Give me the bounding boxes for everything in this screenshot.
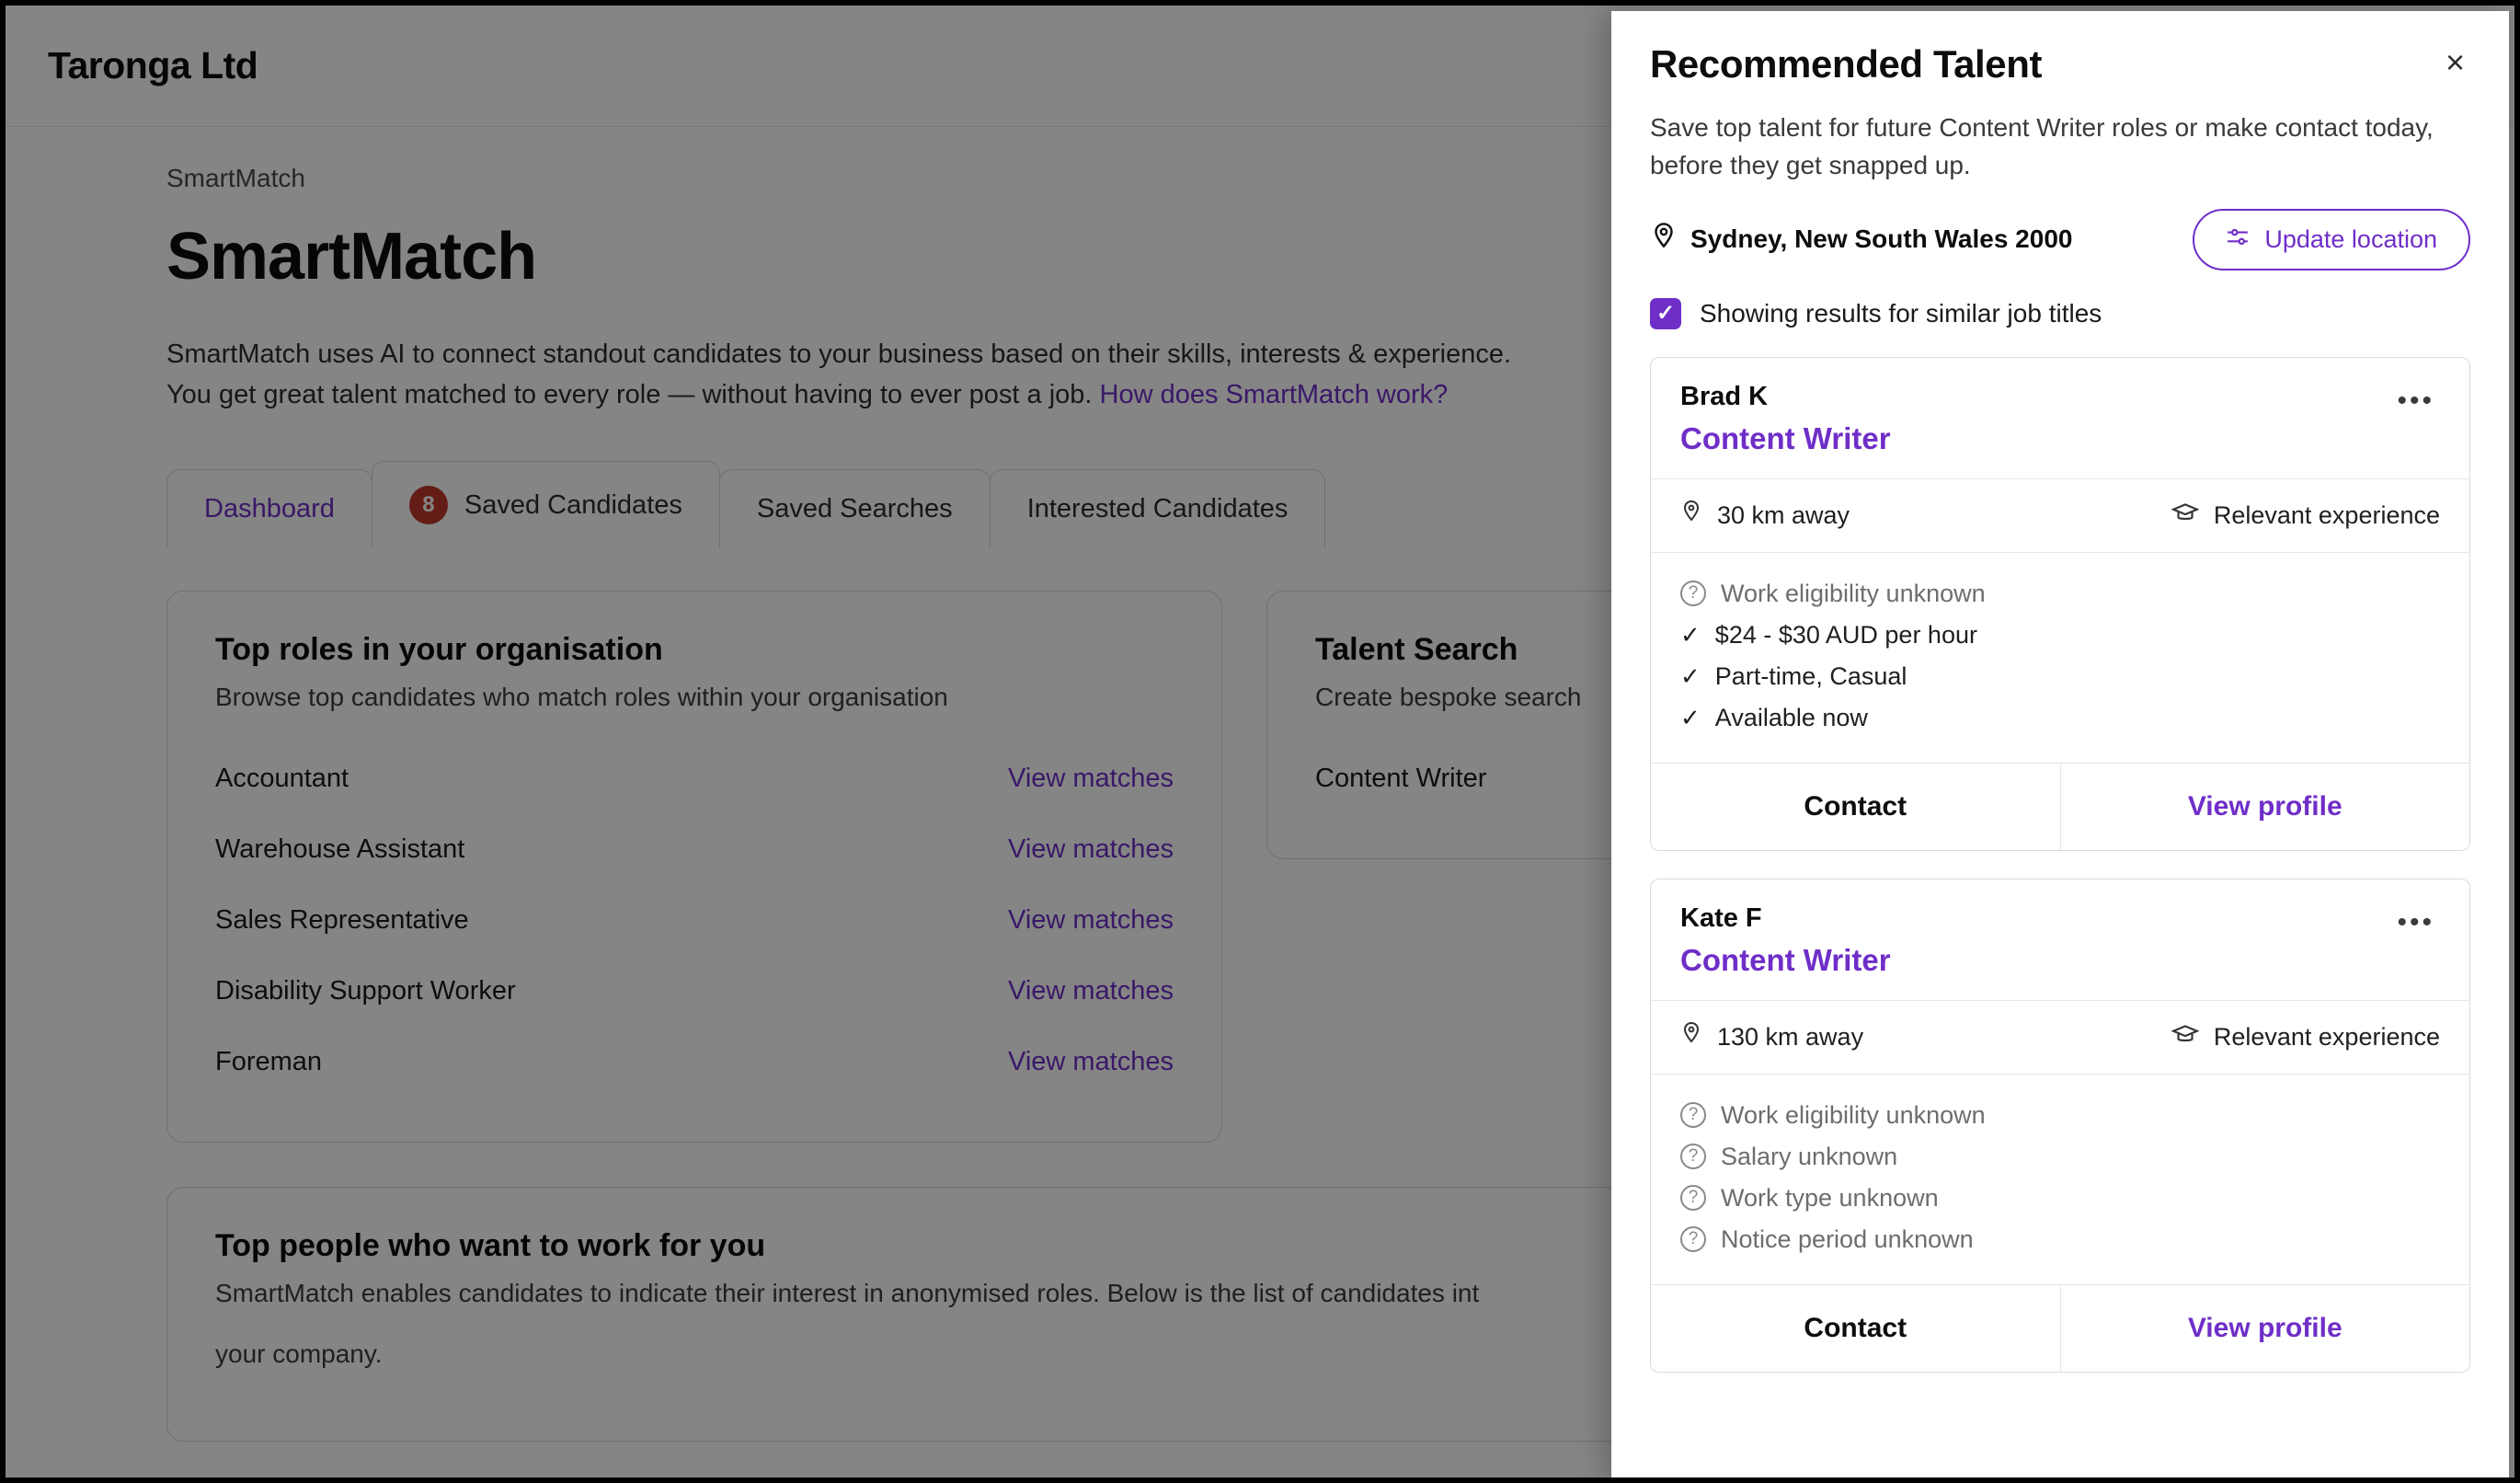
check-icon: ✓ xyxy=(1680,661,1701,690)
talent-search-title: Talent Search xyxy=(1315,632,1518,667)
intro-line-2: You get great talent matched to every role — without having to ever post a job. xyxy=(166,379,1093,409)
candidate-fact-label: Work eligibility unknown xyxy=(1721,579,1986,607)
candidate-fact-label: $24 - $30 AUD per hour xyxy=(1714,620,1977,649)
question-icon: ? xyxy=(1680,1185,1706,1211)
candidate-fact-label: Salary unknown xyxy=(1721,1142,1898,1170)
candidate-experience-label: Relevant experience xyxy=(2213,500,2440,529)
close-icon[interactable]: × xyxy=(2440,42,2470,83)
drawer-header xyxy=(1650,42,2470,86)
question-icon: ? xyxy=(1680,1102,1706,1128)
top-roles-title: Top roles in your organisation xyxy=(215,632,663,667)
candidate-fact xyxy=(1680,1136,2440,1178)
drawer-title: Recommended Talent xyxy=(1650,42,2043,86)
more-options-icon[interactable]: ••• xyxy=(2391,382,2440,416)
candidate-fact-label: Notice period unknown xyxy=(1721,1224,1974,1253)
candidate-facts xyxy=(1651,552,2469,763)
drawer-description: Save top talent for future Content Writer roles or make contact today, before they get snapped up. xyxy=(1650,113,2434,180)
brand-title: Taronga Ltd xyxy=(48,44,258,86)
check-icon: ✓ xyxy=(1680,703,1701,731)
role-name: Sales Representative xyxy=(215,905,469,935)
role-name: Warehouse Assistant xyxy=(215,834,465,864)
role-name: Disability Support Worker xyxy=(215,976,516,1006)
contact-button[interactable]: Contact xyxy=(1651,764,2061,850)
candidate-experience xyxy=(2171,501,2440,530)
location-pin-icon xyxy=(1680,500,1702,532)
candidate-experience-label: Relevant experience xyxy=(2213,1022,2440,1051)
update-location-button[interactable] xyxy=(2193,209,2470,270)
candidate-distance xyxy=(1680,500,1850,532)
top-people-subtitle-2: your company. xyxy=(215,1339,383,1368)
candidate-fact-label: Available now xyxy=(1714,703,1868,731)
how-smartmatch-works-link[interactable]: How does SmartMatch work? xyxy=(1099,379,1449,409)
check-icon: ✓ xyxy=(1680,620,1701,649)
candidate-actions xyxy=(1651,1284,2469,1372)
candidate-fact xyxy=(1680,1219,2440,1260)
tab-saved-searches-label: Saved Searches xyxy=(756,494,953,523)
candidate-distance-label: 130 km away xyxy=(1717,1022,1864,1051)
similar-titles-label: Showing results for similar job titles xyxy=(1700,298,2102,328)
question-icon: ? xyxy=(1680,581,1706,606)
recommended-talent-drawer xyxy=(1611,11,2509,1483)
saved-search-name: Content Writer xyxy=(1315,764,1487,793)
candidate-header xyxy=(1651,879,2469,1000)
candidate-facts xyxy=(1651,1074,2469,1284)
question-icon: ? xyxy=(1680,1144,1706,1169)
view-matches-link[interactable]: View matches xyxy=(1008,1047,1174,1076)
update-location-label: Update location xyxy=(2264,224,2437,253)
candidate-fact xyxy=(1680,615,2440,656)
top-roles-subtitle: Browse top candidates who match roles within your organisation xyxy=(215,683,948,711)
filter-icon xyxy=(2226,225,2250,254)
intro-line-1: SmartMatch uses AI to connect standout candidates to your business based on their skills, interests & experience. xyxy=(166,339,1512,369)
candidate-fact xyxy=(1680,1095,2440,1136)
candidate-distance-label: 30 km away xyxy=(1717,500,1850,529)
checkbox-checked-icon[interactable]: ✓ xyxy=(1650,298,1681,329)
candidate-fact xyxy=(1680,656,2440,697)
candidate-fact-label: Work eligibility unknown xyxy=(1721,1100,1986,1129)
candidate-actions xyxy=(1651,763,2469,850)
top-people-title: Top people who want to work for you xyxy=(215,1228,766,1263)
location-pin-icon xyxy=(1680,1021,1702,1053)
view-profile-button[interactable]: View profile xyxy=(2061,764,2470,850)
candidate-meta xyxy=(1651,478,2469,552)
saved-candidates-badge: 8 xyxy=(409,486,448,524)
talent-search-subtitle: Create bespoke search xyxy=(1315,683,1582,711)
location-pin-icon xyxy=(1650,222,1678,258)
candidate-header xyxy=(1651,358,2469,478)
question-icon: ? xyxy=(1680,1226,1706,1252)
candidate-fact-label: Work type unknown xyxy=(1721,1183,1939,1212)
tab-interested-candidates-label: Interested Candidates xyxy=(1026,494,1289,523)
candidate-experience xyxy=(2171,1023,2440,1052)
top-people-subtitle-1: SmartMatch enables candidates to indicate their interest in anonymised roles. Below is the list of candidates int xyxy=(215,1279,1480,1307)
candidate-role: Content Writer xyxy=(1680,420,1891,455)
location-text: Sydney, New South Wales 2000 xyxy=(1690,224,2073,254)
more-options-icon[interactable]: ••• xyxy=(2391,903,2440,937)
contact-button[interactable]: Contact xyxy=(1651,1285,2061,1372)
role-name: Foreman xyxy=(215,1047,323,1076)
tab-saved-candidates-label: Saved Candidates xyxy=(464,489,682,520)
similar-titles-row[interactable] xyxy=(1650,298,2470,329)
role-name: Accountant xyxy=(215,764,349,793)
candidate-fact xyxy=(1680,697,2440,739)
tab-dashboard-label: Dashboard xyxy=(204,494,335,523)
view-matches-link[interactable]: View matches xyxy=(1008,764,1174,793)
view-profile-button[interactable]: View profile xyxy=(2061,1285,2470,1372)
graduation-cap-icon xyxy=(2171,501,2199,530)
candidate-meta xyxy=(1651,1000,2469,1074)
location-row xyxy=(1650,209,2470,270)
graduation-cap-icon xyxy=(2171,1023,2199,1052)
candidate-name: Brad K xyxy=(1680,381,1769,411)
candidate-card xyxy=(1650,879,2470,1373)
view-matches-link[interactable]: View matches xyxy=(1008,976,1174,1006)
candidate-role: Content Writer xyxy=(1680,942,1891,977)
candidate-name: Kate F xyxy=(1680,902,1762,933)
candidate-distance xyxy=(1680,1021,1863,1053)
breadcrumb[interactable]: SmartMatch xyxy=(166,164,305,192)
page-title: SmartMatch xyxy=(166,220,537,293)
view-matches-link[interactable]: View matches xyxy=(1008,905,1174,935)
candidate-fact xyxy=(1680,573,2440,615)
candidate-fact xyxy=(1680,1178,2440,1219)
candidate-card xyxy=(1650,357,2470,851)
candidate-fact-label: Part-time, Casual xyxy=(1714,661,1907,690)
view-matches-link[interactable]: View matches xyxy=(1008,834,1174,864)
